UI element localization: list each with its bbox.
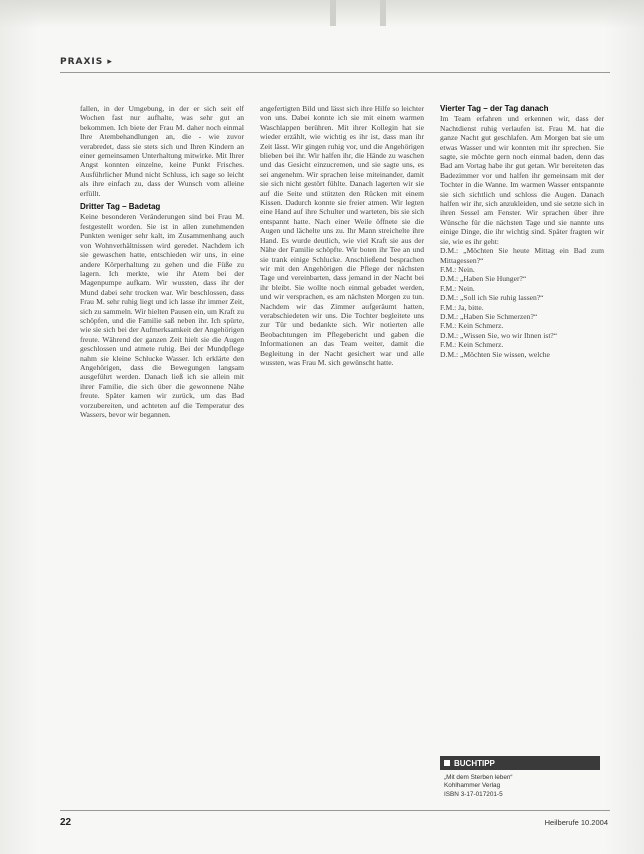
dialogue-line: F.M.: Ja, bitte. (440, 302, 484, 312)
dialogue-line: D.M.: „Möchten Sie wissen, welche (440, 349, 550, 359)
page-number: 22 (60, 817, 72, 828)
footer-rule (60, 810, 610, 811)
column-1 (80, 104, 244, 804)
day3-body: Keine besonderen Veränderungen sind bei Frau M. festgestellt worden. Sie ist in allen zunehmenden Punkten weniger sehr kalt, im Zusammenhang auch von Wohnverhältnissen wird geredet. Nachdem ich sie gewaschen hatte, entschieden wir uns, in eine andere Körperhaltung zu gehen und die Füße zu lagern. Ich merkte, wie ihr Atem bei der Magenpumpe aufkam. Wir wussten, dass ihr der Mund dabei sehr trocken war. Wir beschlossen, dass Frau M. sehr ruhig liegt und ich lasse ihr immer Zeit, sich zu sammeln. Wir hielten Pausen ein, um Kraft zu schöpfen, und die Familie saß neben ihr. Ich spürte, wie sie sich bei der Aufmerksamkeit der Angehörigen freute. Während der ganzen Zeit hielt sie die Augen geschlossen und atmete ruhig. Bei der Mundpflege nahm sie kleine Schlucke Wasser. Ich erklärte den Angehörigen, dass die Bewegungen langsam ausgeführt werden. Danach ließ ich sie allein mit ihrer Familie, die sich über die gewonnene Nähe freute. Später kamen wir zurück, um das Bad vorzubereiten, und achteten auf die Temperatur des Wassers, bevor wir begannen. (80, 212, 244, 419)
dialogue-line: D.M.: „Wissen Sie, wo wir Ihnen ist?“ (440, 330, 558, 340)
dialogue-line: F.M.: Kein Schmerz. (440, 340, 504, 350)
scan-shadow (0, 0, 644, 28)
column-3 (440, 104, 604, 804)
day4-heading: Vierter Tag – der Tag danach (440, 104, 549, 113)
dialogue-line: F.M.: Kein Schmerz. (440, 321, 504, 331)
column-1-intro: fallen, in der Umgebung, in der er sich seit elf Wochen fast nur aufhalte, was sehr gut an bekommen. Ich biete der Frau M. daher noch einmal Ihre Atembehandlungen an, die - wie zuvor verabredet, dass sie stets sich und Ihren Kindern an einer gemeinsamen Unterhaltung mitwirke. Mit Ihrer Angst konnten einzelne, keine Punkt Frisches. Ausführlicher Mund nicht Schluss, ich sage so leicht als ihre einfach zu, dass der Wunsch vom alleine erfüllt. (80, 104, 244, 198)
book-tip-box (440, 756, 600, 814)
dialogue (440, 246, 604, 359)
book-tip-header (440, 756, 600, 770)
binder-clip (380, 0, 386, 26)
section-label: PRAXIS ▸ (60, 57, 113, 67)
dialogue-line: F.M.: Nein. (440, 283, 475, 293)
header-rule (60, 72, 610, 73)
binder-clip (330, 0, 336, 26)
magazine-issue: Heilberufe 10.2004 (544, 818, 608, 827)
column-2-body: angefertigten Bild und lässt sich ihre Hilfe so leichter von uns. Dabei konnte ich sie mit einem warmen Waschlappen berühren. Mit ihrer Kollegin hat sie wieder erzählt, wie wichtig es ihr ist, dass man ihr Zeit lässt. Wir gingen ruhig vor, und die Angehörigen blieben bei ihr. Wir halfen ihr, die Hände zu waschen und das Gesicht einzucremen, und sie sagte uns, es sei angenehm. Wir sprachen leise miteinander, damit sie sich nicht gestört fühlte. Danach lagerten wir sie auf die Seite und stützten den Rücken mit einem Kissen. Dadurch konnte sie freier atmen. Wir legten eine Hand auf ihre Schulter und warteten, bis sie sich entspannt hatte. Nach einer Weile öffnete sie die Augen und lächelte uns zu. Ihr Mann streichelte ihre Hand. Es wurde deutlich, wie viel Kraft sie aus der Nähe der Familie schöpfte. Wir boten ihr Tee an und sie trank einige Schlucke. Anschließend besprachen wir mit den Angehörigen die Pflege der nächsten Tage und vereinbarten, dass jemand in der Nacht bei ihr bleibt. Sie wollte noch einmal gebadet werden, und wir versprachen, es am nächsten Morgen zu tun. Nachdem wir das Zimmer aufgeräumt hatten, verabschiedeten wir uns. Die Tochter begleitete uns zur Tür und bedankte sich. Wir notierten alle Beobachtungen im Pflegebericht und gaben die Informationen an das Team weiter, damit die Begleitung in der Nacht gesichert war und alle wussten, was Frau M. sich gewünscht hatte. (260, 104, 424, 367)
dialogue-line: D.M.: „Möchten Sie heute Mittag ein Bad zum Mittagessen?“ (440, 246, 604, 265)
book-title: „Mit dem Sterben leben“ (444, 774, 513, 781)
book-isbn: ISBN 3-17-017201-5 (444, 790, 503, 798)
day3-heading: Dritter Tag – Badetag (80, 202, 161, 212)
column-2 (260, 104, 424, 804)
square-bullet-icon (444, 760, 450, 766)
dialogue-line: D.M.: „Soll ich Sie ruhig lassen?“ (440, 293, 544, 303)
dialogue-line: D.M.: „Haben Sie Hunger?“ (440, 274, 527, 284)
dialogue-line: F.M.: Nein. (440, 264, 475, 274)
day4-body: Im Team erfahren und erkennen wir, dass der Nachtdienst ruhig verlaufen ist. Frau M. hat die ganze Nacht gut geschlafen. Am Morgen bat sie um etwas Wasser und wir konnten mit ihr sprechen. Sie sagte, sie möchte gern noch einmal baden, denn das Bad am Vortag habe ihr gut getan. Wir bereiteten das Badezimmer vor und halfen ihr gemeinsam mit der Tochter in die Wanne. Im warmen Wasser entspannte sie sich sichtlich und schloss die Augen. Danach halfen wir ihr, sich anzukleiden, und sie setzte sich in ihren Sessel am Fenster. Wir sprachen über ihre Wünsche für die nächsten Tage und sie nannte uns einige Dinge, die ihr wichtig sind. Später fragten wir sie, wie es ihr geht: (440, 114, 604, 246)
book-tip-body (440, 770, 600, 799)
dialogue-line: D.M.: „Haben Sie Schmerzen?“ (440, 311, 538, 321)
book-publisher: Kohlhammer Verlag (444, 782, 501, 790)
book-tip-label: BUCHTIPP (454, 758, 495, 768)
